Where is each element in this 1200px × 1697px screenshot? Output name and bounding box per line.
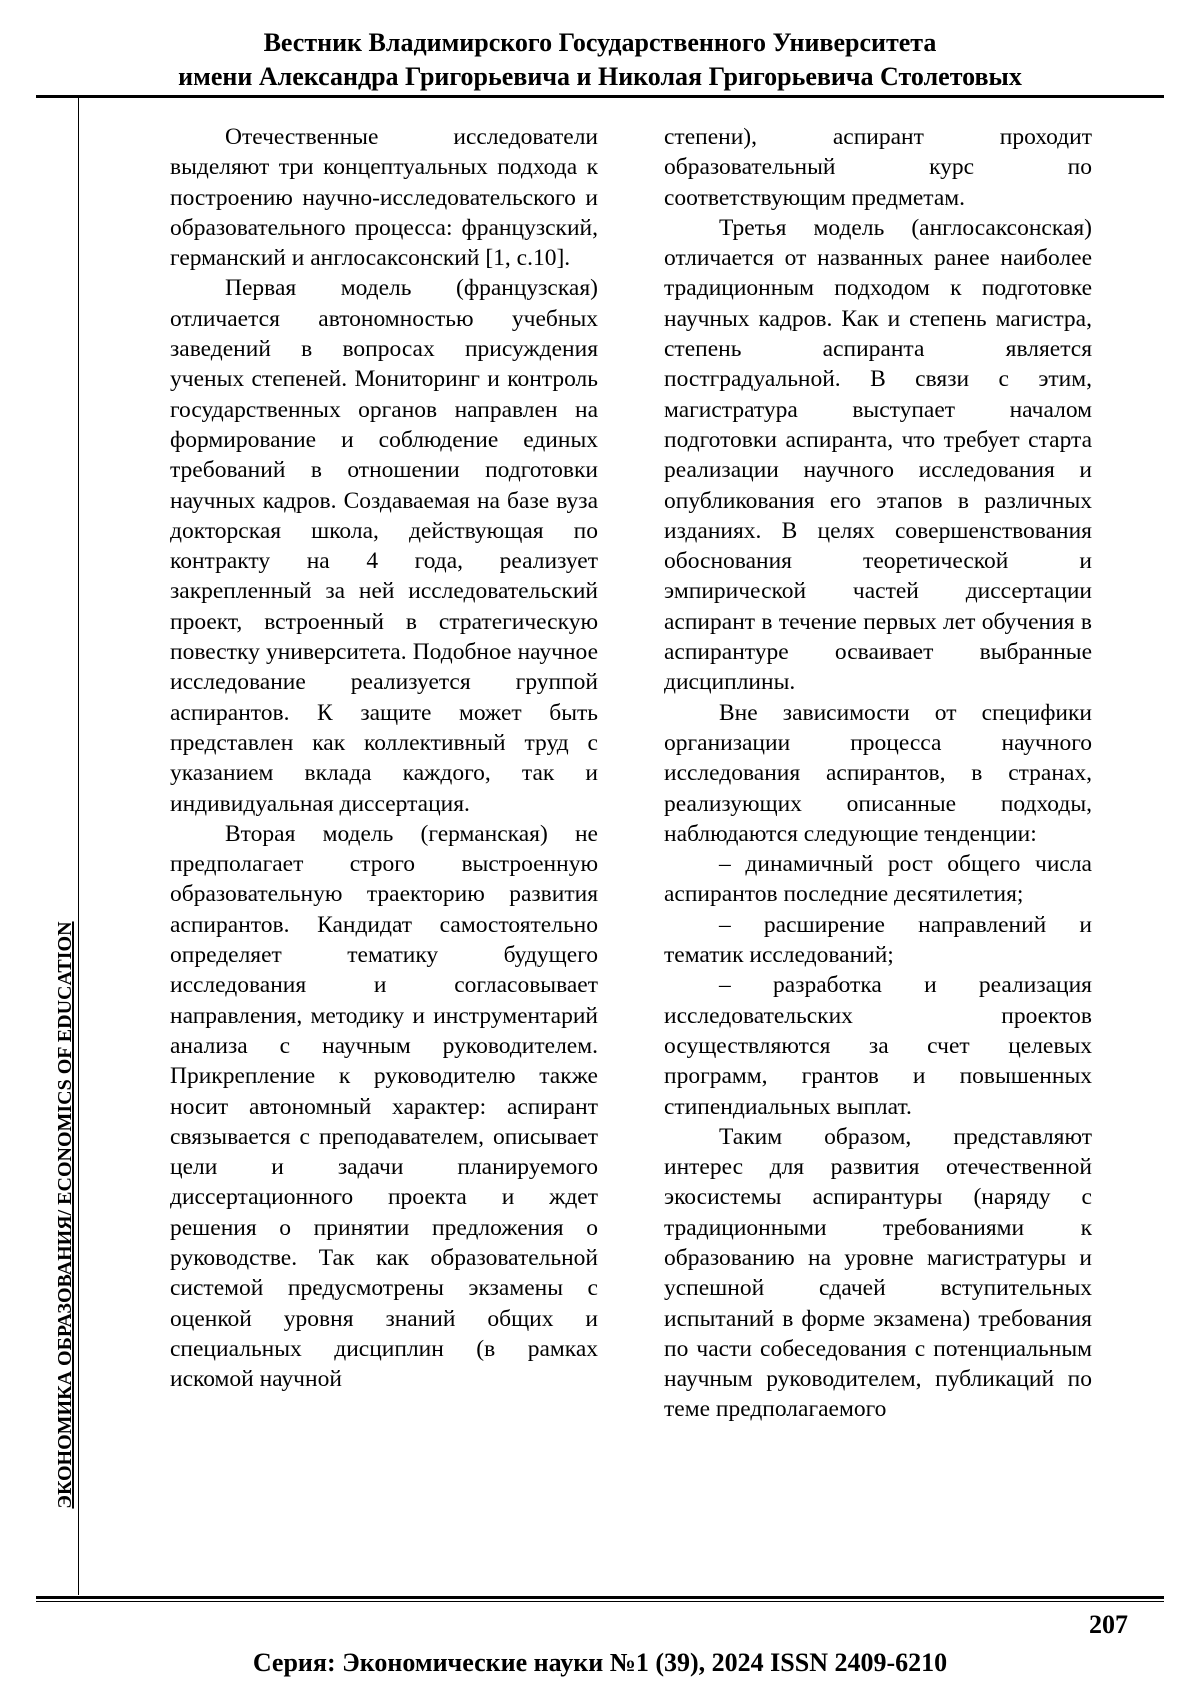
paragraph: Вне зависимости от специфики организации процесса научного исследования аспирантов, в странах, реализующих описанные подходы, наблюдаются следующие тенденции: [664,699,1092,847]
paragraph: Таким образом, представляют интерес для развития отечественной экосистемы аспирантуры (наряду с традиционными требованиями к образованию на уровне магистратуры и успешной сдачей вступительных испытаний в форме экзамена) требования по части собеседования с потенциальным научным руководителем, публикаций по теме предполагаемого [664,1123,1092,1423]
journal-footer: Серия: Экономические науки №1 (39), 2024 ISSN 2409-6210 [252,1648,948,1677]
footer-rule-thin [36,1601,1164,1602]
left-text-column [170,122,598,1394]
page-number: 207 [1089,1610,1128,1639]
journal-header [36,26,1164,94]
journal-title-line2: имени Александра Григорьевича и Николая Григорьевича Столетовых [178,62,1022,91]
list-item: – разработка и реализация исследовательских проектов осуществляются за счет целевых программ, грантов и повышенных стипендиальных выплат. [664,972,1092,1120]
paragraph: Первая модель (французская) отличается автономностью учебных заведений в вопросах присуждения ученых степеней. Мониторинг и контроль государственных органов направлен на формирование и соблюдение единых требований в отношении подготовки научных кадров. Создаваемая на базе вуза докторская школа, действующая по контракту на 4 года, реализует закрепленный за ней исследовательский проект, встроенный в стратегическую повестку университета. Подобное научное исследование реализуется группой аспирантов. К защите может быть представлен как коллективный труд с указанием вклада каждого, так и индивидуальная диссертация. [170,275,598,817]
journal-title-line1: Вестник Владимирского Государственного Университета [263,28,937,57]
right-text-column [664,122,1092,1425]
paragraph: Отечественные исследователи выделяют три концептуальных подхода к построению научно-исследовательского и образовательного процесса: французский, германский и англосаксонский [1, с.10]. [170,124,598,272]
paragraph-continued: степени), аспирант проходит образовательный курс по соответствующим предметам. [664,124,1092,211]
list-item: – расширение направлений и тематик исследований; [664,911,1092,969]
paragraph: Третья модель (англосаксонская) отличается от названных ранее наиболее традиционным подходом к подготовке научных кадров. Как и степень магистра, степень аспиранта является постградуальной. В связи с этим, магистратура выступает началом подготовки аспиранта, что требует старта реализации научного исследования и опубликования его этапов в различных изданиях. В целях совершенствования обоснования теоретической и эмпирической частей диссертации аспирант в течение первых лет обучения в аспирантуре осваивает выбранные дисциплины. [664,214,1092,696]
footer-rule [36,1596,1164,1599]
list-item: – динамичный рост общего числа аспирантов последние десятилетия; [664,851,1092,908]
header-rule [36,95,1164,98]
section-sidebar-label: ЭКОНОМИКА ОБРАЗОВАНИЯ/ ECONOMICS OF EDUCATION [54,921,76,1509]
paragraph: Вторая модель (германская) не предполагает строго выстроенную образовательную траекторию развития аспирантов. Кандидат самостоятельно определяет тематику будущего исследования и согласовывает направления, методику и инструментарий анализа с научным руководителем. Прикрепление к руководителю также носит автономный характер: аспирант связывается с преподавателем, описывает цели и задачи планируемого диссертационного проекта и ждет решения о принятии предложения о руководстве. Так как образовательной системой предусмотрены экзамены с оценкой уровня знаний общих и специальных дисциплин (в рамках искомой научной [170,820,598,1393]
